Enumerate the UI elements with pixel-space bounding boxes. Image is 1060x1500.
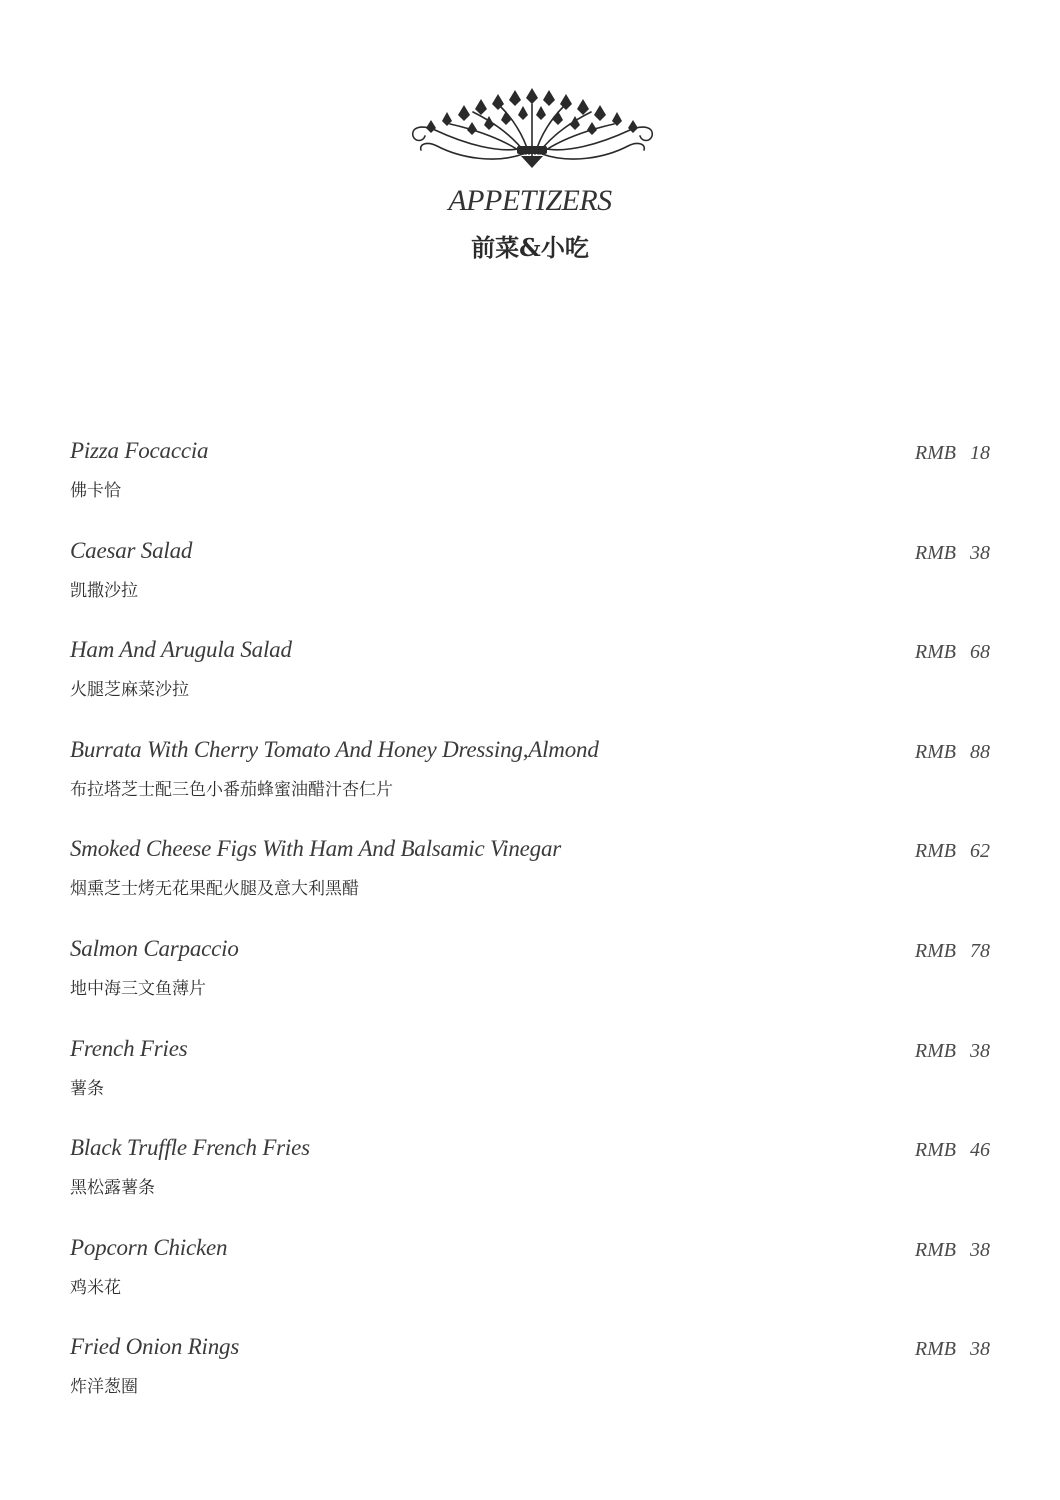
item-amount: 68	[970, 641, 990, 664]
item-name-en: Ham And Arugula Salad	[70, 637, 292, 663]
item-name-zh: 火腿芝麻菜沙拉	[70, 680, 189, 701]
menu-item	[0, 637, 1060, 737]
item-price	[915, 1239, 990, 1262]
item-price	[915, 641, 990, 664]
item-price	[915, 940, 990, 963]
item-currency: RMB	[914, 1338, 956, 1361]
item-amount: 38	[970, 1039, 990, 1062]
item-currency: RMB	[914, 1139, 956, 1162]
item-price	[915, 840, 990, 863]
item-price	[915, 542, 990, 565]
item-name-zh: 凯撒沙拉	[70, 580, 138, 601]
item-currency: RMB	[914, 442, 956, 464]
item-currency: RMB	[914, 1238, 956, 1261]
item-name-en: Smoked Cheese Figs With Ham And Balsamic Vinegar	[70, 836, 561, 862]
item-name-en: Popcorn Chicken	[70, 1234, 228, 1260]
item-currency: RMB	[914, 840, 956, 863]
item-name-en: Burrata With Cherry Tomato And Honey Dressing,Almond	[70, 736, 599, 762]
menu-item	[0, 1235, 1060, 1335]
item-price	[915, 1338, 990, 1361]
item-name-en: Salmon Carpaccio	[70, 935, 239, 961]
item-amount: 88	[970, 740, 990, 763]
item-amount: 38	[970, 1338, 990, 1361]
menu-item	[0, 538, 1060, 638]
item-price	[915, 442, 990, 465]
item-name-zh: 薯条	[70, 1078, 104, 1099]
menu-item	[0, 1036, 1060, 1136]
item-amount: 46	[970, 1139, 990, 1162]
item-name-zh: 地中海三文鱼薄片	[70, 978, 206, 999]
item-name-zh: 鸡米花	[70, 1277, 121, 1298]
menu-item	[0, 737, 1060, 837]
item-name-zh: 黑松露薯条	[70, 1178, 155, 1199]
item-amount: 18	[970, 442, 990, 464]
wheat-sheaf-ornament-icon	[405, 84, 660, 170]
section-subtitle: 前菜&小吃	[471, 233, 589, 262]
menu-item	[0, 438, 1060, 538]
item-name-en: French Fries	[70, 1035, 188, 1061]
item-name-zh: 烟熏芝士烤无花果配火腿及意大利黑醋	[70, 879, 359, 900]
item-price	[915, 741, 990, 764]
item-name-en: Caesar Salad	[70, 537, 193, 563]
menu-item	[0, 936, 1060, 1036]
item-price	[915, 1040, 990, 1063]
item-name-en: Pizza Focaccia	[70, 438, 209, 463]
item-name-zh: 佛卡恰	[70, 481, 121, 501]
menu-item	[0, 1334, 1060, 1434]
item-amount: 62	[970, 840, 990, 863]
section-title: APPETIZERS	[448, 184, 612, 217]
item-amount: 38	[970, 541, 990, 564]
item-currency: RMB	[914, 939, 956, 962]
item-amount: 38	[970, 1238, 990, 1261]
item-name-zh: 炸洋葱圈	[70, 1377, 138, 1398]
item-currency: RMB	[914, 541, 956, 564]
menu-item-list	[0, 438, 1060, 1434]
item-name-zh: 布拉塔芝士配三色小番茄蜂蜜油醋汁杏仁片	[70, 779, 393, 800]
item-currency: RMB	[914, 641, 956, 664]
item-currency: RMB	[914, 740, 956, 763]
item-amount: 78	[970, 939, 990, 962]
item-name-en: Black Truffle French Fries	[70, 1135, 310, 1161]
item-name-en: Fried Onion Rings	[70, 1334, 240, 1360]
item-price	[915, 1139, 990, 1162]
menu-item	[0, 836, 1060, 936]
menu-item	[0, 1135, 1060, 1235]
item-currency: RMB	[914, 1039, 956, 1062]
